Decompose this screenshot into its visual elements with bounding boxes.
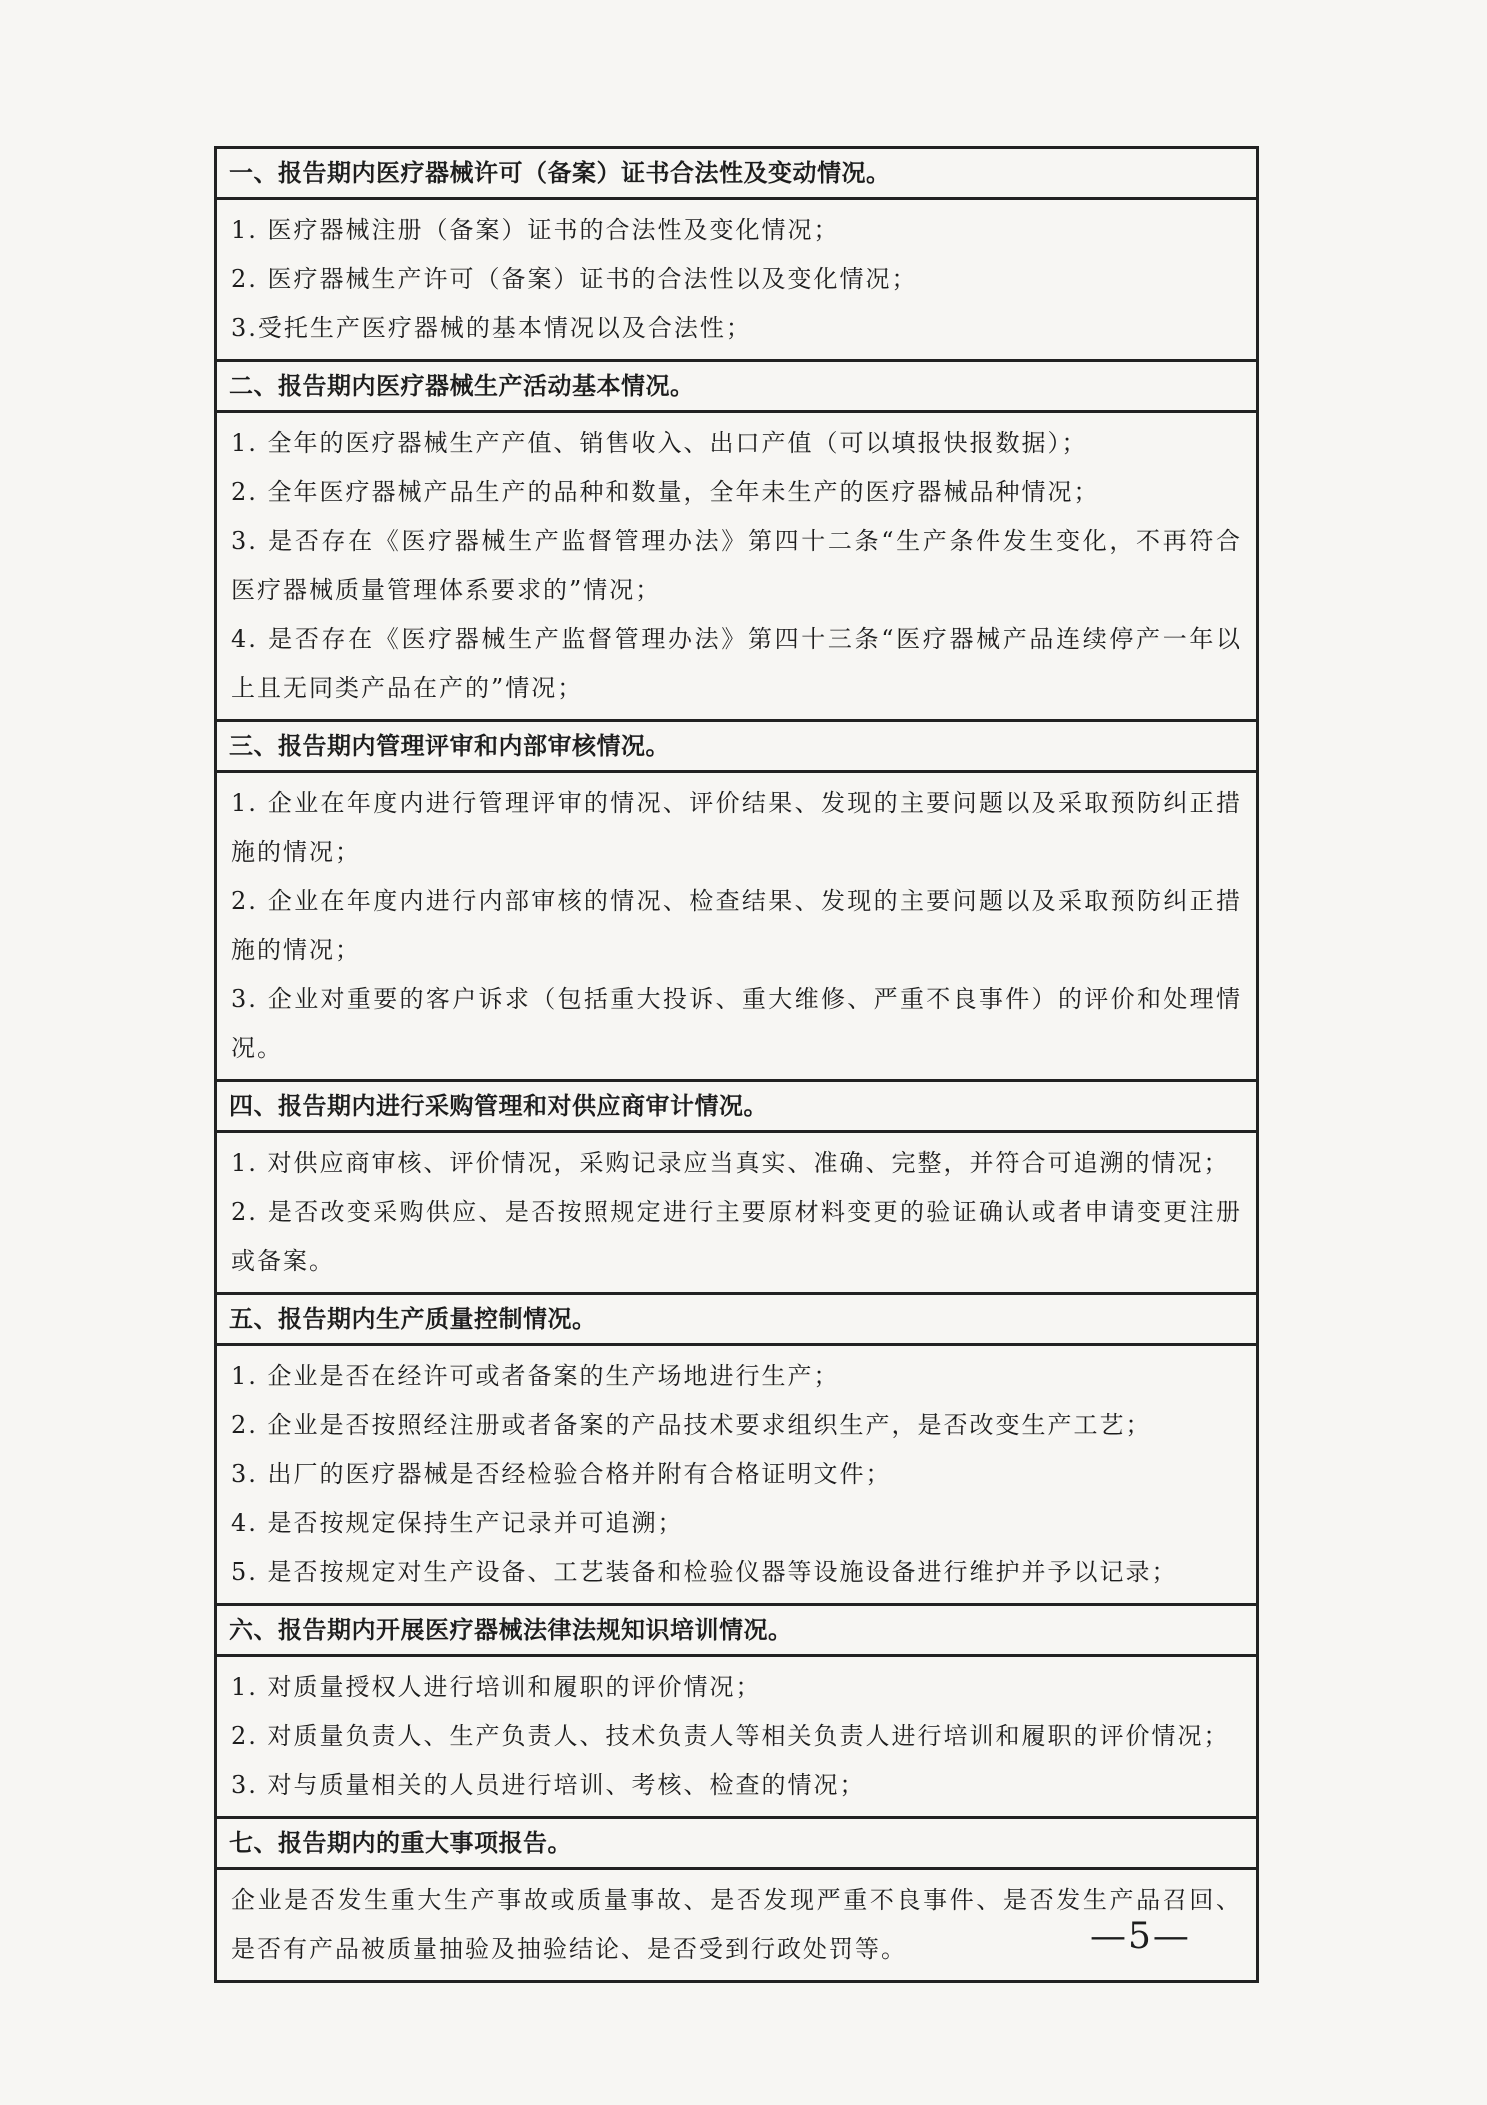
section-title: 二、报告期内医疗器械生产活动基本情况。 xyxy=(217,362,1256,413)
report-section xyxy=(217,359,1256,719)
section-item: 3. 企业对重要的客户诉求（包括重大投诉、重大维修、严重不良事件）的评价和处理情况。 xyxy=(231,985,1242,1062)
report-section xyxy=(217,1292,1256,1603)
section-item: 3. 对与质量相关的人员进行培训、考核、检查的情况； xyxy=(231,1771,866,1799)
report-section xyxy=(217,1603,1256,1816)
report-section xyxy=(217,719,1256,1079)
section-item: 2. 全年医疗器械产品生产的品种和数量，全年未生产的医疗器械品种情况； xyxy=(231,478,1100,506)
report-section xyxy=(217,1079,1256,1292)
section-item: 1. 医疗器械注册（备案）证书的合法性及变化情况； xyxy=(231,216,840,244)
section-body xyxy=(217,1346,1256,1603)
section-title: 一、报告期内医疗器械许可（备案）证书合法性及变动情况。 xyxy=(217,149,1256,200)
section-title: 七、报告期内的重大事项报告。 xyxy=(217,1819,1256,1870)
section-item: 3. 出厂的医疗器械是否经检验合格并附有合格证明文件； xyxy=(231,1460,892,1488)
section-item: 1. 企业在年度内进行管理评审的情况、评价结果、发现的主要问题以及采取预防纠正措施的情况； xyxy=(231,789,1242,866)
section-title: 三、报告期内管理评审和内部审核情况。 xyxy=(217,722,1256,773)
section-item: 2. 企业是否按照经注册或者备案的产品技术要求组织生产，是否改变生产工艺； xyxy=(231,1411,1152,1439)
section-item: 3.受托生产医疗器械的基本情况以及合法性； xyxy=(231,314,752,342)
section-body xyxy=(217,773,1256,1079)
section-body xyxy=(217,1657,1256,1816)
section-item: 1. 企业是否在经许可或者备案的生产场地进行生产； xyxy=(231,1362,840,1390)
section-item: 1. 全年的医疗器械生产产值、销售收入、出口产值（可以填报快报数据）； xyxy=(231,429,1088,457)
section-body xyxy=(217,413,1256,719)
section-item: 4. 是否存在《医疗器械生产监督管理办法》第四十三条“医疗器械产品连续停产一年以上且无同类产品在产的”情况； xyxy=(231,625,1242,702)
report-section xyxy=(217,149,1256,359)
section-item: 3. 是否存在《医疗器械生产监督管理办法》第四十二条“生产条件发生变化，不再符合医疗器械质量管理体系要求的”情况； xyxy=(231,527,1242,604)
section-item: 4. 是否按规定保持生产记录并可追溯； xyxy=(231,1509,684,1537)
section-title: 六、报告期内开展医疗器械法律法规知识培训情况。 xyxy=(217,1606,1256,1657)
page-number: —5— xyxy=(1090,1916,1191,1957)
section-item: 企业是否发生重大生产事故或质量事故、是否发现严重不良事件、是否发生产品召回、是否有产品被质量抽验及抽验结论、是否受到行政处罚等。 xyxy=(231,1886,1242,1963)
report-items-table xyxy=(214,146,1259,1983)
section-title: 四、报告期内进行采购管理和对供应商审计情况。 xyxy=(217,1082,1256,1133)
section-item: 2. 对质量负责人、生产负责人、技术负责人等相关负责人进行培训和履职的评价情况； xyxy=(231,1722,1230,1750)
section-item: 2. 医疗器械生产许可（备案）证书的合法性以及变化情况； xyxy=(231,265,918,293)
section-item: 1. 对质量授权人进行培训和履职的评价情况； xyxy=(231,1673,762,1701)
section-body xyxy=(217,200,1256,359)
section-item: 2. 是否改变采购供应、是否按照规定进行主要原材料变更的验证确认或者申请变更注册或备案。 xyxy=(231,1198,1242,1275)
section-title: 五、报告期内生产质量控制情况。 xyxy=(217,1295,1256,1346)
section-item: 2. 企业在年度内进行内部审核的情况、检查结果、发现的主要问题以及采取预防纠正措施的情况； xyxy=(231,887,1242,964)
section-body xyxy=(217,1133,1256,1292)
section-item: 5. 是否按规定对生产设备、工艺装备和检验仪器等设施设备进行维护并予以记录； xyxy=(231,1558,1178,1586)
section-item: 1. 对供应商审核、评价情况，采购记录应当真实、准确、完整，并符合可追溯的情况； xyxy=(231,1149,1230,1177)
